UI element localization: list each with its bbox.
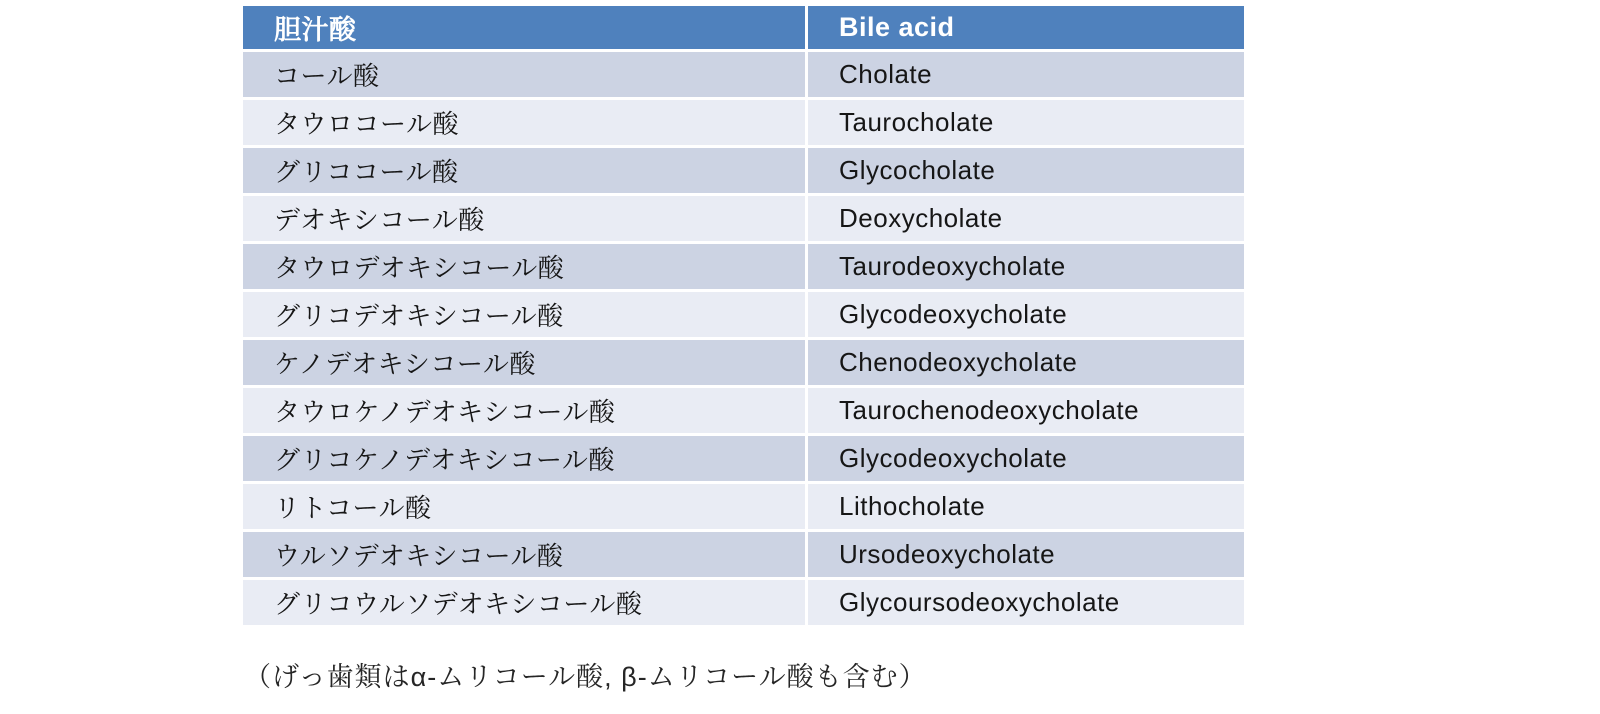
table-row — [243, 580, 1244, 625]
cell-english: Ursodeoxycholate — [808, 532, 1244, 577]
table-row — [243, 196, 1244, 241]
table-row — [243, 388, 1244, 433]
table-row — [243, 532, 1244, 577]
footnote-rodent-muricholic: （げっ歯類はα-ムリコール酸, β-ムリコール酸も含む） — [244, 662, 927, 692]
cell-japanese: タウロコール酸 — [243, 100, 805, 145]
cell-english: Glycoursodeoxycholate — [808, 580, 1244, 625]
table-body — [243, 52, 1244, 625]
table-row — [243, 340, 1244, 385]
cell-japanese: リトコール酸 — [243, 484, 805, 529]
bile-acid-table-container — [240, 3, 1247, 628]
cell-japanese: タウロデオキシコール酸 — [243, 244, 805, 289]
table-row — [243, 484, 1244, 529]
header-cell-japanese: 胆汁酸 — [243, 6, 805, 49]
bile-acid-table — [240, 3, 1247, 628]
table-row — [243, 52, 1244, 97]
cell-japanese: デオキシコール酸 — [243, 196, 805, 241]
cell-english: Glycocholate — [808, 148, 1244, 193]
cell-japanese: グリコデオキシコール酸 — [243, 292, 805, 337]
header-row — [243, 6, 1244, 49]
cell-english: Chenodeoxycholate — [808, 340, 1244, 385]
cell-japanese: ケノデオキシコール酸 — [243, 340, 805, 385]
table-row — [243, 436, 1244, 481]
cell-english: Taurochenodeoxycholate — [808, 388, 1244, 433]
cell-english: Glycodeoxycholate — [808, 292, 1244, 337]
cell-japanese: コール酸 — [243, 52, 805, 97]
cell-english: Deoxycholate — [808, 196, 1244, 241]
cell-english: Lithocholate — [808, 484, 1244, 529]
table-row — [243, 292, 1244, 337]
table-row — [243, 244, 1244, 289]
table-row — [243, 100, 1244, 145]
cell-english: Taurocholate — [808, 100, 1244, 145]
cell-japanese: グリコケノデオキシコール酸 — [243, 436, 805, 481]
cell-japanese: タウロケノデオキシコール酸 — [243, 388, 805, 433]
cell-english: Taurodeoxycholate — [808, 244, 1244, 289]
table-header — [243, 6, 1244, 49]
header-cell-english: Bile acid — [808, 6, 1244, 49]
cell-japanese: グリコウルソデオキシコール酸 — [243, 580, 805, 625]
cell-english: Cholate — [808, 52, 1244, 97]
cell-japanese: ウルソデオキシコール酸 — [243, 532, 805, 577]
cell-japanese: グリココール酸 — [243, 148, 805, 193]
table-row — [243, 148, 1244, 193]
cell-english: Glycodeoxycholate — [808, 436, 1244, 481]
